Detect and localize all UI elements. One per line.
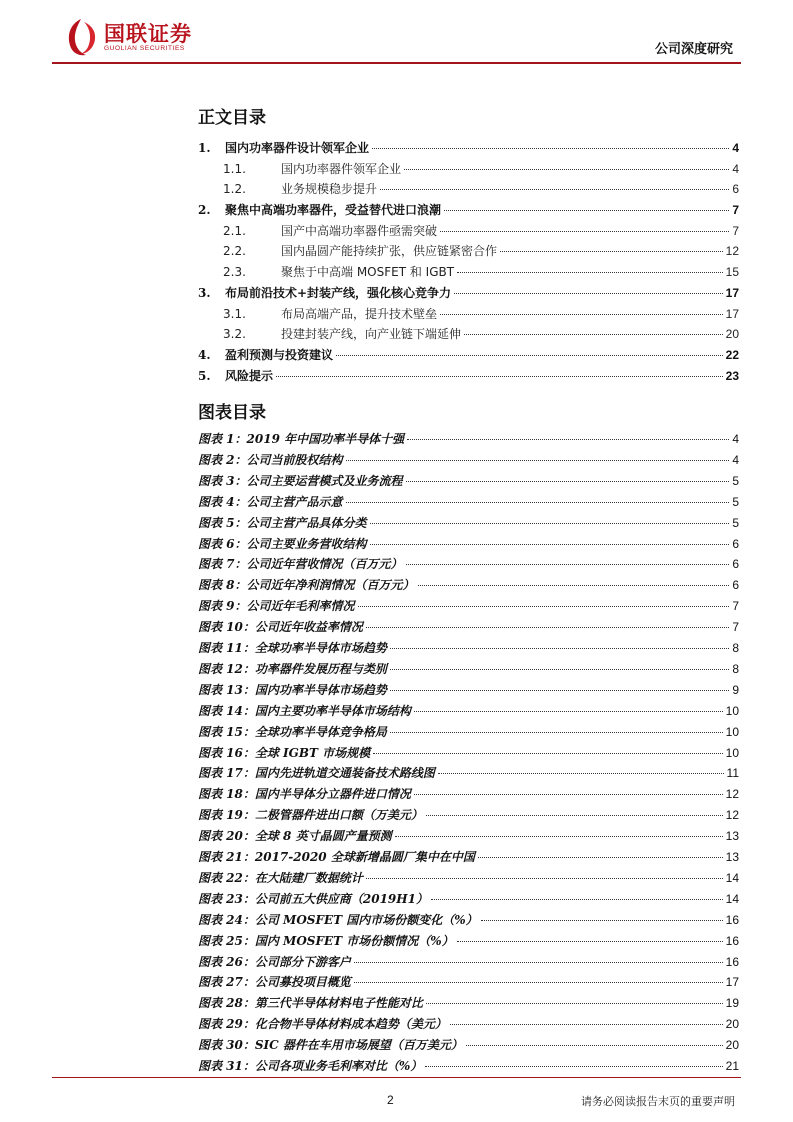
figure-entry-label: 图表 16：全球 IGBT 市场规模 bbox=[198, 746, 371, 760]
dot-leader bbox=[450, 1024, 723, 1025]
dot-leader bbox=[354, 982, 723, 983]
figure-entry-label: 图表 9：公司近年毛利率情况 bbox=[198, 599, 355, 613]
figure-entry[interactable] bbox=[198, 472, 739, 490]
dot-leader bbox=[500, 251, 723, 252]
figure-entry-page: 8 bbox=[732, 662, 739, 676]
logo-chinese-text: 国联证券 bbox=[104, 22, 192, 46]
figure-entry[interactable] bbox=[198, 618, 739, 636]
figure-entry[interactable] bbox=[198, 1015, 739, 1033]
figure-entry[interactable] bbox=[198, 806, 739, 824]
toc-entry-label: 投建封装产线，向产业链下端延伸 bbox=[281, 327, 462, 341]
dot-leader bbox=[346, 502, 730, 503]
figure-entry[interactable] bbox=[198, 702, 739, 720]
figure-entry[interactable] bbox=[198, 535, 739, 553]
toc-entry-page: 17 bbox=[725, 307, 739, 321]
toc-entry-page: 4 bbox=[732, 162, 739, 176]
dot-leader bbox=[418, 585, 730, 586]
figure-entry[interactable] bbox=[198, 681, 739, 699]
toc-entry-label: 国内功率器件领军企业 bbox=[281, 162, 402, 176]
figure-entry-label: 图表 6：公司主要业务营收结构 bbox=[198, 537, 367, 551]
figure-entry-page: 21 bbox=[725, 1059, 739, 1073]
figure-entry-page: 20 bbox=[725, 1017, 739, 1031]
figure-entry[interactable] bbox=[198, 430, 739, 448]
figure-entry-page: 20 bbox=[725, 1038, 739, 1052]
figure-entry[interactable] bbox=[198, 827, 739, 845]
dot-leader bbox=[426, 815, 723, 816]
toc-entry-page: 20 bbox=[725, 327, 739, 341]
dot-leader bbox=[404, 169, 729, 170]
toc-entry-page: 12 bbox=[725, 244, 739, 258]
dot-leader bbox=[466, 1045, 723, 1046]
figure-entry[interactable] bbox=[198, 451, 739, 469]
toc-entry-number: 3. bbox=[198, 286, 211, 300]
figure-entry[interactable] bbox=[198, 869, 739, 887]
figure-entry-label: 图表 12：功率器件发展历程与类别 bbox=[198, 662, 387, 676]
toc-entry-page: 17 bbox=[725, 286, 739, 300]
figure-entry-page: 13 bbox=[725, 829, 739, 843]
figure-entry[interactable] bbox=[198, 744, 739, 762]
toc-entry-number: 1. bbox=[198, 141, 211, 155]
figure-entry-page: 5 bbox=[732, 516, 739, 530]
toc-entry-number: 1.1. bbox=[223, 162, 246, 176]
toc-entry-number: 1.2. bbox=[223, 182, 246, 196]
figure-entry[interactable] bbox=[198, 493, 739, 511]
figure-entry-page: 6 bbox=[732, 578, 739, 592]
toc-entry[interactable] bbox=[198, 180, 739, 198]
dot-leader bbox=[457, 272, 723, 273]
figure-entry-label: 图表 20：全球 8 英寸晶圆产量预测 bbox=[198, 829, 392, 843]
dot-leader bbox=[457, 941, 723, 942]
toc-entry-number: 2. bbox=[198, 203, 211, 217]
figure-entry-label: 图表 21：2017-2020 全球新增晶圆厂集中在中国 bbox=[198, 850, 475, 864]
figure-entry-page: 6 bbox=[732, 557, 739, 571]
toc-entry-page: 6 bbox=[732, 182, 739, 196]
dot-leader bbox=[390, 669, 729, 670]
toc-entry[interactable] bbox=[198, 305, 739, 323]
figure-entry-label: 图表 29：化合物半导体材料成本趋势（美元） bbox=[198, 1017, 447, 1031]
logo-emblem-icon bbox=[62, 16, 100, 58]
page-number: 2 bbox=[387, 1093, 394, 1107]
figure-entry-page: 5 bbox=[732, 495, 739, 509]
figure-entry-label: 图表 26：公司部分下游客户 bbox=[198, 955, 351, 969]
dot-leader bbox=[440, 314, 723, 315]
figure-entry[interactable] bbox=[198, 1036, 739, 1054]
figure-entry-page: 4 bbox=[732, 453, 739, 467]
figure-entry-label: 图表 8：公司近年净利润情况（百万元） bbox=[198, 578, 415, 592]
dot-leader bbox=[414, 794, 723, 795]
dot-leader bbox=[366, 878, 723, 879]
figure-entry[interactable] bbox=[198, 848, 739, 866]
toc-entry[interactable] bbox=[198, 346, 739, 364]
toc-entry-label: 国内功率器件设计领军企业 bbox=[225, 141, 370, 155]
toc-entry-label: 国内晶圆产能持续扩张，供应链紧密合作 bbox=[281, 244, 498, 258]
figures-title: 图表目录 bbox=[198, 403, 266, 423]
figure-entry-label: 图表 22：在大陆建厂数据统计 bbox=[198, 871, 363, 885]
toc-entry-label: 布局前沿技术+封装产线，强化核心竞争力 bbox=[225, 286, 452, 300]
dot-leader bbox=[370, 523, 730, 524]
figure-entry-label: 图表 3：公司主要运营模式及业务流程 bbox=[198, 474, 403, 488]
figure-entry-label: 图表 18：国内半导体分立器件进口情况 bbox=[198, 787, 411, 801]
dot-leader bbox=[454, 293, 723, 294]
figure-entry-label: 图表 11：全球功率半导体市场趋势 bbox=[198, 641, 387, 655]
toc-entry-number: 3.2. bbox=[223, 327, 246, 341]
figure-entry[interactable] bbox=[198, 932, 739, 950]
figure-entry-label: 图表 30：SIC 器件在车用市场展望（百万美元） bbox=[198, 1038, 463, 1052]
dot-leader bbox=[426, 1003, 723, 1004]
figure-entry-page: 13 bbox=[725, 850, 739, 864]
dot-leader bbox=[358, 606, 730, 607]
figure-entry-page: 17 bbox=[725, 975, 739, 989]
dot-leader bbox=[407, 439, 729, 440]
toc-entry-page: 23 bbox=[725, 369, 739, 383]
figure-entry-label: 图表 19：二极管器件进出口额（万美元） bbox=[198, 808, 423, 822]
figure-entry-label: 图表 28：第三代半导体材料电子性能对比 bbox=[198, 996, 423, 1010]
figure-entry-page: 14 bbox=[725, 871, 739, 885]
toc-entry-label: 聚焦于中高端 MOSFET 和 IGBT bbox=[281, 265, 455, 279]
toc-title: 正文目录 bbox=[198, 108, 266, 128]
dot-leader bbox=[406, 564, 730, 565]
toc-entry-label: 业务规模稳步提升 bbox=[281, 182, 378, 196]
figure-entry-label: 图表 27：公司募投项目概览 bbox=[198, 975, 351, 989]
figure-entry-label: 图表 24：公司 MOSFET 国内市场份额变化（%） bbox=[198, 913, 478, 927]
figure-entry-page: 8 bbox=[732, 641, 739, 655]
toc-entry-page: 22 bbox=[725, 348, 739, 362]
figure-entry[interactable] bbox=[198, 890, 739, 908]
toc-entry[interactable] bbox=[198, 139, 739, 157]
figure-entry-label: 图表 2：公司当前股权结构 bbox=[198, 453, 343, 467]
dot-leader bbox=[373, 753, 722, 754]
figure-entry-label: 图表 10：公司近年收益率情况 bbox=[198, 620, 363, 634]
report-type-label: 公司深度研究 bbox=[654, 42, 733, 57]
dot-leader bbox=[336, 355, 723, 356]
toc-entry-page: 7 bbox=[732, 203, 739, 217]
footer-divider bbox=[52, 1077, 741, 1078]
figure-entry-page: 16 bbox=[725, 913, 739, 927]
figure-entry-label: 图表 5：公司主营产品具体分类 bbox=[198, 516, 367, 530]
figure-entry[interactable] bbox=[198, 639, 739, 657]
dot-leader bbox=[372, 148, 729, 149]
figure-entry-page: 12 bbox=[725, 787, 739, 801]
figure-entry-label: 图表 25：国内 MOSFET 市场份额情况（%） bbox=[198, 934, 454, 948]
figure-entry[interactable] bbox=[198, 973, 739, 991]
toc-entry-label: 聚焦中高端功率器件，受益替代进口浪潮 bbox=[225, 203, 442, 217]
toc-entry-page: 7 bbox=[732, 224, 739, 238]
figure-entry[interactable] bbox=[198, 660, 739, 678]
toc-entry[interactable] bbox=[198, 263, 739, 281]
toc-entry-number: 5. bbox=[198, 369, 211, 383]
toc-entry-page: 4 bbox=[732, 141, 739, 155]
figure-entry-page: 16 bbox=[725, 955, 739, 969]
figure-entry-page: 11 bbox=[726, 766, 739, 780]
toc-entry-number: 2.1. bbox=[223, 224, 246, 238]
dot-leader bbox=[390, 732, 723, 733]
figure-entry[interactable] bbox=[198, 1057, 739, 1075]
figure-entry-page: 7 bbox=[732, 599, 739, 613]
toc-entry[interactable] bbox=[198, 325, 739, 343]
figure-entry[interactable] bbox=[198, 576, 739, 594]
dot-leader bbox=[440, 231, 729, 232]
dot-leader bbox=[481, 920, 723, 921]
figure-entry[interactable] bbox=[198, 911, 739, 929]
dot-leader bbox=[444, 210, 729, 211]
toc-entry-label: 风险提示 bbox=[225, 369, 274, 383]
figure-entry-page: 12 bbox=[725, 808, 739, 822]
figure-entry[interactable] bbox=[198, 597, 739, 615]
figure-entry-label: 图表 23：公司前五大供应商（2019H1） bbox=[198, 892, 428, 906]
logo-english-text: GUOLIAN SECURITIES bbox=[104, 45, 185, 52]
figure-entry-page: 9 bbox=[732, 683, 739, 697]
figure-entry-label: 图表 4：公司主营产品示意 bbox=[198, 495, 343, 509]
dot-leader bbox=[380, 189, 729, 190]
figure-entry-label: 图表 7：公司近年营收情况（百万元） bbox=[198, 557, 403, 571]
figure-entry[interactable] bbox=[198, 785, 739, 803]
figure-entry-page: 14 bbox=[725, 892, 739, 906]
figure-entry-label: 图表 13：国内功率半导体市场趋势 bbox=[198, 683, 387, 697]
figure-entry-label: 图表 15：全球功率半导体竞争格局 bbox=[198, 725, 387, 739]
dot-leader bbox=[414, 711, 723, 712]
footer-disclaimer: 请务必阅读报告末页的重要声明 bbox=[581, 1095, 735, 1108]
toc-entry-number: 2.3. bbox=[223, 265, 246, 279]
dot-leader bbox=[406, 481, 730, 482]
toc-entry[interactable] bbox=[198, 160, 739, 178]
toc-entry[interactable] bbox=[198, 201, 739, 219]
toc-entry[interactable] bbox=[198, 222, 739, 240]
header-divider bbox=[52, 62, 741, 64]
figure-entry-page: 6 bbox=[732, 537, 739, 551]
figure-entry[interactable] bbox=[198, 994, 739, 1012]
toc-entry[interactable] bbox=[198, 284, 739, 302]
dot-leader bbox=[366, 627, 729, 628]
figure-entry[interactable] bbox=[198, 764, 739, 782]
toc-entry-label: 盈利预测与投资建议 bbox=[225, 348, 334, 362]
dot-leader bbox=[346, 460, 730, 461]
figure-entry-label: 图表 14：国内主要功率半导体市场结构 bbox=[198, 704, 411, 718]
toc-entry-number: 3.1. bbox=[223, 307, 246, 321]
figure-entry[interactable] bbox=[198, 723, 739, 741]
dot-leader bbox=[354, 962, 723, 963]
dot-leader bbox=[431, 899, 723, 900]
toc-entry-label: 布局高端产品，提升技术壁垒 bbox=[281, 307, 438, 321]
figure-entry-page: 5 bbox=[732, 474, 739, 488]
dot-leader bbox=[370, 544, 730, 545]
dot-leader bbox=[464, 334, 723, 335]
dot-leader bbox=[390, 648, 729, 649]
figure-entry-label: 图表 17：国内先进轨道交通装备技术路线图 bbox=[198, 766, 435, 780]
toc-entry[interactable] bbox=[198, 367, 739, 385]
dot-leader bbox=[425, 1066, 722, 1067]
figure-entry-page: 10 bbox=[725, 725, 739, 739]
figure-entry-page: 7 bbox=[732, 620, 739, 634]
dot-leader bbox=[438, 773, 724, 774]
figure-entry-page: 19 bbox=[725, 996, 739, 1010]
company-logo bbox=[62, 16, 262, 60]
toc-entry-number: 2.2. bbox=[223, 244, 246, 258]
figure-entry-page: 10 bbox=[725, 746, 739, 760]
figure-entry-label: 图表 31：公司各项业务毛利率对比（%） bbox=[198, 1059, 423, 1073]
dot-leader bbox=[276, 376, 723, 377]
toc-entry-label: 国产中高端功率器件亟需突破 bbox=[281, 224, 438, 238]
figure-entry-label: 图表 1：2019 年中国功率半导体十强 bbox=[198, 432, 405, 446]
toc-entry-number: 4. bbox=[198, 348, 211, 362]
dot-leader bbox=[478, 857, 723, 858]
figure-entry[interactable] bbox=[198, 514, 739, 532]
figure-entry-page: 16 bbox=[725, 934, 739, 948]
figure-entry-page: 4 bbox=[732, 432, 739, 446]
page-header bbox=[0, 0, 793, 64]
figure-entry[interactable] bbox=[198, 953, 739, 971]
toc-entry[interactable] bbox=[198, 242, 739, 260]
dot-leader bbox=[395, 836, 723, 837]
figure-entry[interactable] bbox=[198, 555, 739, 573]
dot-leader bbox=[390, 690, 729, 691]
toc-entry-page: 15 bbox=[725, 265, 739, 279]
figure-entry-page: 10 bbox=[725, 704, 739, 718]
